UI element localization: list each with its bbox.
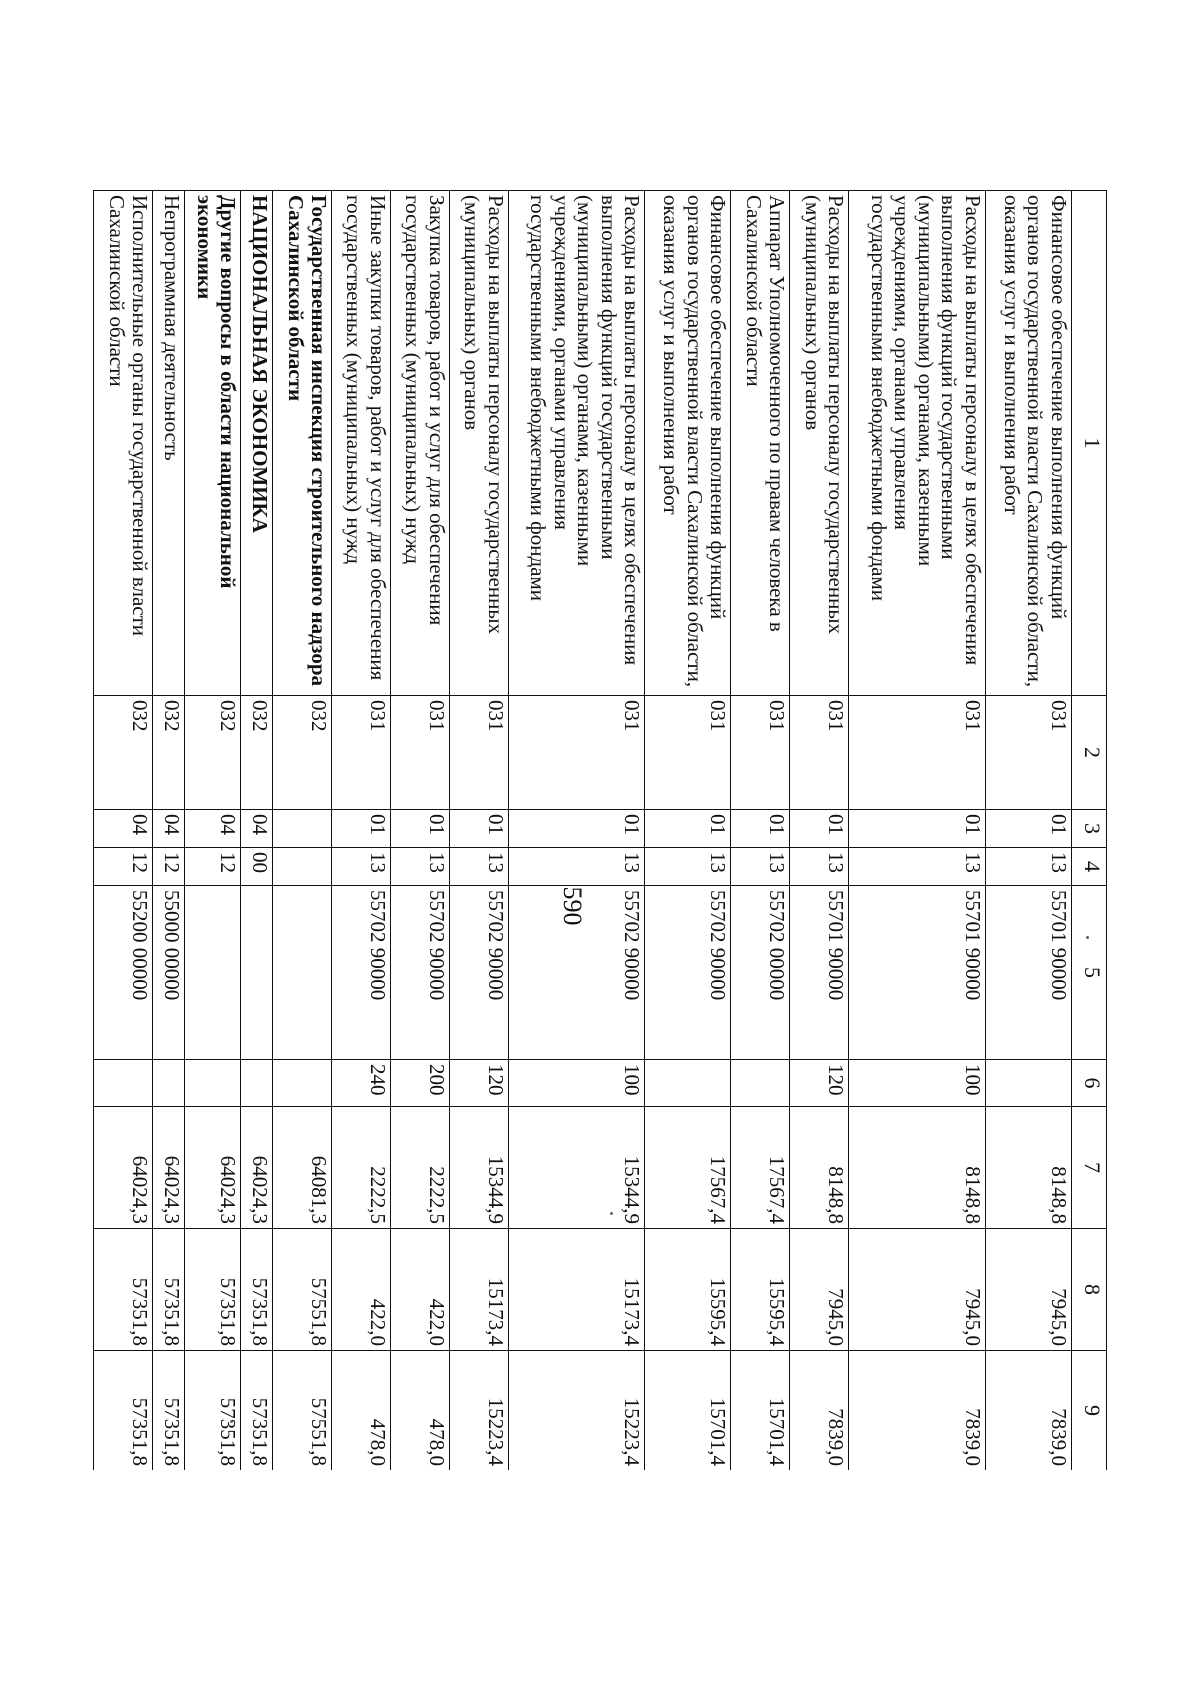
amount-year-2-cell: 57351,8 xyxy=(184,1229,241,1351)
table-row xyxy=(184,191,241,1471)
amount-year-1-cell: 15344,9 xyxy=(508,1107,645,1229)
row-name-cell: Исполнительные органы государственной власти Сахалинской области xyxy=(94,191,153,696)
admin-code-cell: 031 xyxy=(985,696,1071,810)
amount-year-2-cell: 422,0 xyxy=(390,1229,449,1351)
amount-year-1-cell: 17567,4 xyxy=(645,1107,731,1229)
column-header: 6 xyxy=(1072,1060,1107,1107)
expense-type-cell xyxy=(985,1060,1071,1107)
subsection-cell: 12 xyxy=(153,848,185,886)
budget-table-frame xyxy=(93,190,1107,1470)
table-row xyxy=(241,191,273,1471)
expense-type-cell: 120 xyxy=(449,1060,508,1107)
row-name-cell: Непрограммная деятельность xyxy=(153,191,185,696)
row-name-cell: Расходы на выплаты персоналу в целях обеспечения выполнения функций государственными (муниципальными) органами, казенными учреждениями, органами управления государственными внебюджетными фондами xyxy=(508,191,645,696)
section-cell: 01 xyxy=(508,810,645,848)
table-row xyxy=(790,191,849,1471)
expense-type-cell xyxy=(184,1060,241,1107)
expense-type-cell: 120 xyxy=(790,1060,849,1107)
target-article-cell xyxy=(241,886,273,1060)
expense-type-cell: 100 xyxy=(849,1060,986,1107)
subsection-cell: 13 xyxy=(849,848,986,886)
amount-year-3-cell: 57351,8 xyxy=(184,1351,241,1471)
row-name-cell: Расходы на выплаты персоналу государственных (муниципальных) органов xyxy=(790,191,849,696)
subsection-cell: 00 xyxy=(241,848,273,886)
expense-type-cell xyxy=(153,1060,185,1107)
amount-year-2-cell: 7945,0 xyxy=(849,1229,986,1351)
column-header: 9 xyxy=(1072,1351,1107,1471)
target-article-cell: 55702 00000 xyxy=(731,886,790,1060)
section-cell: 04 xyxy=(184,810,241,848)
amount-year-2-cell: 57351,8 xyxy=(94,1229,153,1351)
admin-code-cell: 031 xyxy=(332,696,391,810)
admin-code-cell: 032 xyxy=(273,696,332,810)
subsection-cell: 12 xyxy=(94,848,153,886)
amount-year-1-cell: 64024,3 xyxy=(94,1107,153,1229)
amount-year-3-cell: 478,0 xyxy=(332,1351,391,1471)
amount-year-3-cell: 57551,8 xyxy=(273,1351,332,1471)
amount-year-1-cell: 8148,8 xyxy=(985,1107,1071,1229)
expense-type-cell xyxy=(645,1060,731,1107)
admin-code-cell: 031 xyxy=(508,696,645,810)
amount-year-3-cell: 15223,4 xyxy=(449,1351,508,1471)
section-cell: 04 xyxy=(153,810,185,848)
amount-year-3-cell: 478,0 xyxy=(390,1351,449,1471)
admin-code-cell: 032 xyxy=(153,696,185,810)
subsection-cell: 13 xyxy=(390,848,449,886)
amount-year-2-cell: 15173,4 xyxy=(508,1229,645,1351)
row-name-cell: Иные закупки товаров, работ и услуг для обеспечения государственных (муниципальных) нужд xyxy=(332,191,391,696)
table-row xyxy=(731,191,790,1471)
column-header: 3 xyxy=(1072,810,1107,848)
column-header: 7 xyxy=(1072,1107,1107,1229)
amount-year-1-cell: 64024,3 xyxy=(241,1107,273,1229)
row-name-cell: Финансовое обеспечение выполнения функций органов государственной власти Сахалинской области, оказания услуг и выполнения работ xyxy=(985,191,1071,696)
target-article-cell: 55702 90000 xyxy=(390,886,449,1060)
subsection-cell: 13 xyxy=(332,848,391,886)
row-name-cell: Финансовое обеспечение выполнения функций органов государственной власти Сахалинской области, оказания услуг и выполнения работ xyxy=(645,191,731,696)
row-name-cell: Другие вопросы в области национальной экономики xyxy=(184,191,241,696)
admin-code-cell: 032 xyxy=(94,696,153,810)
table-row xyxy=(273,191,332,1471)
expense-type-cell xyxy=(241,1060,273,1107)
section-cell: 01 xyxy=(449,810,508,848)
section-cell: 04 xyxy=(241,810,273,848)
amount-year-3-cell: 57351,8 xyxy=(241,1351,273,1471)
target-article-cell: 55702 90000 xyxy=(508,886,645,1060)
target-article-cell: 55701 90000 xyxy=(790,886,849,1060)
column-header: 2 xyxy=(1072,696,1107,810)
section-cell: 01 xyxy=(790,810,849,848)
amount-year-3-cell: 57351,8 xyxy=(94,1351,153,1471)
expense-type-cell xyxy=(731,1060,790,1107)
amount-year-2-cell: 15595,4 xyxy=(731,1229,790,1351)
target-article-cell: 55702 90000 xyxy=(449,886,508,1060)
amount-year-1-cell: 64081,3 xyxy=(273,1107,332,1229)
subsection-cell: 12 xyxy=(184,848,241,886)
table-row xyxy=(645,191,731,1471)
target-article-cell: 55701 90000 xyxy=(849,886,986,1060)
section-cell: 01 xyxy=(849,810,986,848)
admin-code-cell: 032 xyxy=(184,696,241,810)
amount-year-3-cell: 15701,4 xyxy=(731,1351,790,1471)
column-header: 4 xyxy=(1072,848,1107,886)
amount-year-3-cell: 15223,4 xyxy=(508,1351,645,1471)
table-row xyxy=(449,191,508,1471)
amount-year-2-cell: 422,0 xyxy=(332,1229,391,1351)
amount-year-3-cell: 15701,4 xyxy=(645,1351,731,1471)
admin-code-cell: 031 xyxy=(390,696,449,810)
row-name-cell: Закупка товаров, работ и услуг для обеспечения государственных (муниципальных) нужд xyxy=(390,191,449,696)
row-name-cell: НАЦИОНАЛЬНАЯ ЭКОНОМИКА xyxy=(241,191,273,696)
expense-type-cell: 100 xyxy=(508,1060,645,1107)
section-cell: 04 xyxy=(94,810,153,848)
table-row xyxy=(94,191,153,1471)
amount-year-1-cell: 64024,3 xyxy=(153,1107,185,1229)
column-header: 8 xyxy=(1072,1229,1107,1351)
amount-year-1-cell: 64024,3 xyxy=(184,1107,241,1229)
table-header-row xyxy=(1072,191,1107,1471)
section-cell: 01 xyxy=(332,810,391,848)
amount-year-1-cell: 2222,5 xyxy=(390,1107,449,1229)
amount-year-1-cell: 2222,5 xyxy=(332,1107,391,1229)
amount-year-3-cell: 7839,0 xyxy=(849,1351,986,1471)
expense-type-cell: 200 xyxy=(390,1060,449,1107)
amount-year-2-cell: 15173,4 xyxy=(449,1229,508,1351)
row-name-cell: Аппарат Уполномоченного по правам человека в Сахалинской области xyxy=(731,191,790,696)
section-cell: 01 xyxy=(645,810,731,848)
amount-year-3-cell: 7839,0 xyxy=(790,1351,849,1471)
expense-type-cell xyxy=(273,1060,332,1107)
target-article-cell: 55200 00000 xyxy=(94,886,153,1060)
admin-code-cell: 031 xyxy=(731,696,790,810)
amount-year-2-cell: 57351,8 xyxy=(153,1229,185,1351)
table-row xyxy=(390,191,449,1471)
table-row xyxy=(985,191,1071,1471)
budget-table xyxy=(93,190,1107,1470)
section-cell: 01 xyxy=(985,810,1071,848)
amount-year-1-cell: 15344,9 xyxy=(449,1107,508,1229)
amount-year-2-cell: 7945,0 xyxy=(985,1229,1071,1351)
amount-year-1-cell: 8148,8 xyxy=(790,1107,849,1229)
subsection-cell: 13 xyxy=(449,848,508,886)
admin-code-cell: 032 xyxy=(241,696,273,810)
column-header: 5 xyxy=(1072,886,1107,1060)
table-row xyxy=(153,191,185,1471)
column-header: 1 xyxy=(1072,191,1107,696)
amount-year-2-cell: 7945,0 xyxy=(790,1229,849,1351)
target-article-cell: 55000 00000 xyxy=(153,886,185,1060)
table-row xyxy=(332,191,391,1471)
subsection-cell: 13 xyxy=(508,848,645,886)
table-body xyxy=(94,191,1072,1471)
subsection-cell: 13 xyxy=(645,848,731,886)
page-number: 590 xyxy=(558,886,587,926)
expense-type-cell xyxy=(94,1060,153,1107)
amount-year-2-cell: 15595,4 xyxy=(645,1229,731,1351)
subsection-cell: 13 xyxy=(985,848,1071,886)
amount-year-2-cell: 57551,8 xyxy=(273,1229,332,1351)
expense-type-cell: 240 xyxy=(332,1060,391,1107)
table-row xyxy=(508,191,645,1471)
amount-year-3-cell: 7839,0 xyxy=(985,1351,1071,1471)
amount-year-1-cell: 8148,8 xyxy=(849,1107,986,1229)
target-article-cell: 55702 90000 xyxy=(645,886,731,1060)
section-cell xyxy=(273,810,332,848)
table-row xyxy=(849,191,986,1471)
admin-code-cell: 031 xyxy=(645,696,731,810)
subsection-cell: 13 xyxy=(731,848,790,886)
subsection-cell: 13 xyxy=(790,848,849,886)
target-article-cell: 55701 90000 xyxy=(985,886,1071,1060)
amount-year-1-cell: 17567,4 xyxy=(731,1107,790,1229)
target-article-cell xyxy=(184,886,241,1060)
amount-year-2-cell: 57351,8 xyxy=(241,1229,273,1351)
section-cell: 01 xyxy=(390,810,449,848)
row-name-cell: Государственная инспекция строительного надзора Сахалинской области xyxy=(273,191,332,696)
admin-code-cell: 031 xyxy=(449,696,508,810)
row-name-cell: Расходы на выплаты персоналу в целях обеспечения выполнения функций государственными (муниципальными) органами, казенными учреждениями, органами управления государственными внебюджетными фондами xyxy=(849,191,986,696)
admin-code-cell: 031 xyxy=(790,696,849,810)
target-article-cell: 55702 90000 xyxy=(332,886,391,1060)
section-cell: 01 xyxy=(731,810,790,848)
subsection-cell xyxy=(273,848,332,886)
amount-year-3-cell: 57351,8 xyxy=(153,1351,185,1471)
row-name-cell: Расходы на выплаты персоналу государственных (муниципальных) органов xyxy=(449,191,508,696)
target-article-cell xyxy=(273,886,332,1060)
rotated-table-container xyxy=(93,190,1107,1470)
admin-code-cell: 031 xyxy=(849,696,986,810)
